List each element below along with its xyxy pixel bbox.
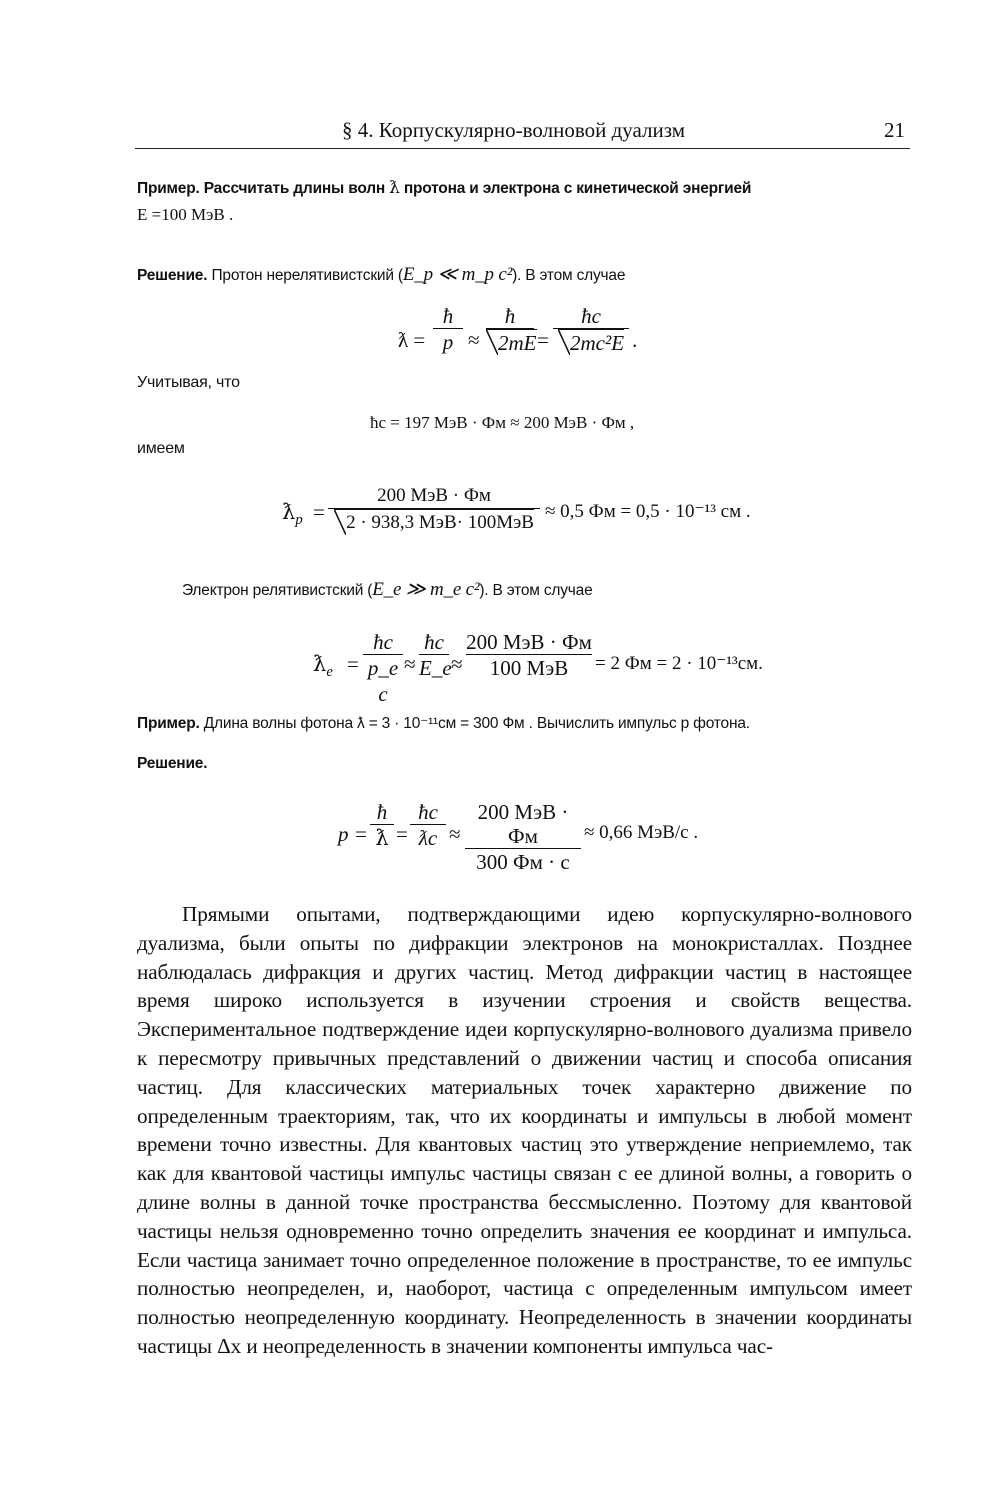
formula1-frac2-num: ħ	[504, 304, 516, 328]
formula4-frac1	[370, 800, 394, 851]
have-label: имеем	[137, 440, 185, 457]
example1-task-part2: протона и электрона с кинетической энергией	[403, 180, 752, 197]
given-label: Учитывая, что	[137, 374, 240, 391]
formula1-frac1	[433, 304, 463, 355]
formula3-lhs	[313, 652, 333, 681]
formula3-lhs-sub: e	[326, 664, 333, 681]
formula1-frac3-den: 2mc²E	[558, 329, 624, 356]
formula2-eq: =	[313, 500, 325, 524]
formula2-lhs-sub: p	[295, 512, 303, 529]
formula2-lambda: ƛ	[282, 500, 296, 524]
formula4-frac3	[465, 800, 581, 875]
formula3-frac1	[363, 630, 403, 707]
electron-text-after: ). В этом случае	[479, 582, 593, 599]
body-paragraph: Прямыми опытами, подтверждающими идею корпускулярно-волнового дуализма, были опыты по дифракции электронов на монокристаллах. Позднее наблюдалась дифракция и других частиц. Метод дифракции частиц в настоящее время широко используется в изучении строения и свойств вещества. Экспериментальное подтверждение идеи корпускулярно-волнового дуализма привело к пересмотру привычных представлений о движении частиц и способа описания частиц. Для классических материальных точек характерно движение по определенным траекториям, так, что их координаты и импульсы в любой момент времени точно известны. Для квантовых частиц это утверждение неприемлемо, так как для квантовой частицы импульс частицы связан с ее длиной волны, а говорить о длине волны в данной точке пространства бессмысленно. Поэтому для квантовой частицы нельзя одновременно точно определить значения ее координат и импульса. Если частица занимает точно определенное положение в пространстве, то ее импульс полностью неопределен, и, наоборот, частица с определенным импульсом имеет полностью неопределенную координату. Неопределенность в значении координаты частицы Δx и неопределенность в значении компоненты импульса час-	[137, 902, 912, 1358]
formula3-rhs: = 2 Фм = 2 · 10⁻¹³см.	[595, 653, 763, 674]
formula1-eq: =	[537, 328, 549, 352]
solution2-line	[137, 755, 207, 773]
formula3-lambda: ƛ	[313, 652, 327, 676]
formula4-frac1-num: ħ	[376, 800, 388, 824]
formula4-frac3-den: 300 Фм · c	[476, 850, 570, 874]
header-rule	[135, 148, 910, 149]
electron-line	[182, 578, 593, 601]
running-header-title: § 4. Корпускулярно-волновой дуализм	[342, 118, 686, 142]
formula2-den: 2 · 938,3 МэВ· 100МэВ	[334, 509, 534, 536]
formula1-approx: ≈	[468, 328, 480, 352]
example2-label: Пример.	[137, 715, 200, 732]
formula1-frac2-den: 2mE	[486, 329, 537, 356]
solution1-line	[137, 263, 625, 286]
formula4-frac2	[410, 800, 446, 851]
formula4-frac3-num: 200 МэВ · Фм	[477, 800, 569, 848]
formula1-lhs: ƛ =	[398, 328, 426, 352]
example1-lambda: ƛ	[389, 178, 400, 198]
electron-condition: E_e ≫ m_e c²	[372, 579, 480, 600]
solution1-label: Решение.	[137, 267, 208, 284]
formula4-frac2-den: ƛc	[418, 826, 438, 850]
page-number: 21	[884, 118, 905, 142]
example2-text: Длина волны фотона ƛ = 3 · 10⁻¹¹см = 300 Фм . Вычислить импульс p фотона.	[203, 715, 750, 732]
formula3-frac2-den: E_e	[419, 656, 452, 680]
formula1-frac2	[486, 304, 537, 356]
example1-line	[137, 178, 751, 198]
formula3-frac2	[419, 630, 452, 681]
formula4-lhs: p =	[338, 822, 368, 846]
formula3-eq: =	[347, 652, 359, 676]
formula2-frac	[328, 484, 540, 536]
formula2-rhs: ≈ 0,5 Фм = 0,5 · 10⁻¹³ см .	[545, 501, 751, 522]
proton-condition: E_p ≪ m_p c²	[402, 264, 513, 285]
formula4-frac1-den: ƛ	[375, 826, 389, 850]
formula4-frac2-num: ħc	[418, 800, 438, 824]
formula1-frac1-num: ħ	[442, 304, 454, 328]
formula4-eq: =	[396, 822, 408, 846]
example2-line	[137, 714, 750, 733]
formula4-approx: ≈	[449, 822, 461, 846]
formula3-approx1: ≈	[404, 652, 416, 676]
formula1-frac3	[553, 304, 629, 356]
formula3-frac1-num: ħc	[373, 630, 393, 654]
formula3-approx2: ≈	[451, 652, 463, 676]
solution2-label: Решение.	[137, 755, 208, 772]
formula3-frac3-num: 200 МэВ · Фм	[466, 630, 592, 654]
formula3-frac1-den: p_e c	[367, 656, 399, 706]
solution1-text-after: ). В этом случае	[512, 267, 626, 284]
formula1-end: .	[632, 328, 638, 352]
formula2-num: 200 МэВ · Фм	[377, 485, 491, 506]
formula3-frac3-den: 100 МэВ	[489, 656, 569, 680]
formula3-frac3	[466, 630, 592, 681]
formula2-lhs	[282, 500, 303, 529]
solution1-text-before: Протон нерелятивистский (	[211, 267, 403, 284]
example1-label: Пример.	[137, 180, 200, 197]
electron-text-before: Электрон релятивистский (	[182, 582, 373, 599]
example1-task-part1: Рассчитать длины волн	[203, 180, 386, 197]
formula4-rhs: ≈ 0,66 МэВ/c .	[584, 822, 699, 843]
example1-energy: E =100 МэВ .	[137, 205, 234, 224]
formula1-frac3-num: ħc	[581, 304, 601, 328]
formula1-frac1-den: p	[442, 330, 454, 354]
formula3-frac2-num: ħc	[424, 630, 444, 654]
given-formula: ħc = 197 МэВ · Фм ≈ 200 МэВ · Фм ,	[370, 413, 635, 432]
